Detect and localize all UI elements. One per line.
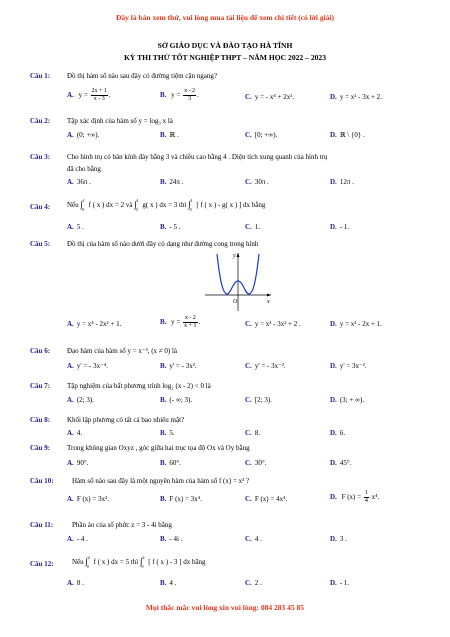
q10-a-text: F (x) = 3x². [76,495,109,503]
denominator: x - 3 [93,96,105,102]
option-letter: A. [67,429,74,437]
question-3-stem: Cho hình trụ có bán kính đáy bằng 3 và chiều cao bằng 4 . Diện tích xung quanh của hình trụ [67,153,328,161]
question-10-stem: Hàm số nào sau đây là một nguyên hàm của hàm số f (x) = x³ ? [72,477,250,485]
q11-b-text: - 4i . [169,535,183,543]
origin-label: O [233,299,238,305]
q5-option-b: B. y = $\frac{x - 2}{x + 1}$ . [160,315,201,329]
q7-a-text: (2; 3). [76,396,94,404]
option-letter: A. [67,495,74,503]
option-letter: D. [330,320,337,328]
q2-b-text: ℝ . [169,131,179,139]
q12-b-text: 4 . [169,579,177,587]
q4-c-text: 1. [254,223,261,231]
numerator: 1 [364,490,368,496]
q4-option-a [67,223,84,231]
department-title: SỞ GIÁO DỤC VÀ ĐÀO TẠO HÀ TĨNH [157,41,293,50]
q10-d-fraction [364,490,369,505]
q9-option-c [245,459,266,467]
question-3-stem-line2: đã cho bằng [67,165,101,173]
q10-b-text: F (x) = 3x⁴. [169,495,202,503]
option-letter: D. [330,131,337,139]
option-letter: B. [160,91,167,100]
q9-b-text: 60°. [169,459,181,467]
q2-option-a [67,131,99,139]
lower-limit: 0 [141,564,144,569]
q8-b-text: 5. [169,429,175,437]
option-letter: C. [245,535,252,543]
q11-a-text: - 4 . [76,535,88,543]
q9-option-b [160,459,181,467]
x-axis-label: x [267,299,270,305]
q12-word-if: Nếu [72,558,84,566]
option-letter: A. [67,131,74,139]
y-axis-label: y [233,253,236,259]
question-12-label: Câu 12: [30,560,54,568]
upper-limit: 1 [82,198,85,203]
q3-option-b [160,178,183,186]
question-11-label: Câu 11: [30,521,54,529]
q10-option-a [67,495,109,503]
option-letter: C. [245,579,252,587]
q5-option-d [330,320,382,328]
option-letter: A. [67,223,74,231]
question-12-stem [72,555,206,569]
q6-a-text: y' = - 3x⁻⁴. [76,362,108,370]
numerator: x - 2 [184,88,196,94]
q3-option-d [330,178,354,186]
q6-c-text: y' = - 3x⁻². [254,362,286,370]
option-letter: B. [160,429,167,437]
question-9-stem: Trong không gian Oxyz , góc giữa hai trục tọa độ Ox và Oy bằng [67,444,250,452]
q2-a-text: (0; +∞). [76,131,100,139]
question-5-stem: Đồ thị của hàm số nào dưới đây có dạng như đường cong trong hình [67,240,259,248]
upper-limit: 2 [87,555,90,560]
q7-b-text: (- ∞; 3). [169,396,193,404]
q8-d-text: 6. [339,429,346,437]
option-letter: B. [160,495,167,503]
option-letter: C. [245,320,252,328]
option-letter: A. [67,362,74,370]
option-letter: D. [330,396,337,404]
q1-a-fraction [91,88,108,103]
option-letter: A. [67,178,74,186]
lower-limit: 0 [86,564,89,569]
q12-c-text: 2 . [254,579,262,587]
q7-option-c [245,396,272,404]
lower-limit: 0 [189,207,192,212]
denominator: 4 [364,498,368,504]
q1-c-text: y = - x⁴ + 2x². [254,93,295,101]
q2-option-b [160,131,179,139]
q5-option-a [67,320,121,328]
q3-a-text: 36π . [76,178,91,186]
option-letter: A. [67,320,74,328]
question-3-label: Câu 3: [30,153,51,161]
upper-limit: 2 [142,555,145,560]
option-letter: D. [330,223,337,231]
question-7-label: Câu 7: [30,382,51,390]
option-letter: A. [67,396,74,404]
option-letter: C. [245,223,252,231]
q12-integral-f: f ( x ) dx = 5 thì [93,558,139,566]
q10-c-text: F (x) = 4x⁴. [254,495,288,503]
option-letter: B. [160,362,167,370]
q2-c-text: [0; +∞). [254,131,278,139]
integral-sign-icon: ∫ [134,199,137,209]
q4-integral-g: g( x ) dx = 3 thì [142,201,187,209]
option-letter: B. [160,396,167,404]
q11-option-d [330,535,347,543]
question-2-stem: Tập xác định của hàm số y = log₃ x là [67,117,173,125]
q3-option-c [245,178,269,186]
q8-c-text: 8. [254,429,261,437]
question-10-label: Câu 10: [30,477,54,485]
denominator: 3 [188,96,192,102]
q5-a-text: y = x⁴ - 2x² + 1. [76,320,122,328]
q1-b-fraction [183,88,196,103]
question-2-label: Câu 2: [30,117,51,125]
quartic-curve-graph [203,251,273,313]
option-letter: D. [330,429,337,437]
q4-option-d [330,223,349,231]
q12-d-text: - 1. [339,579,350,587]
option-letter: B. [160,131,167,139]
q12-option-d [330,579,349,587]
q8-option-a [67,429,82,437]
q7-c-text: [2; 3). [254,396,272,404]
q11-d-text: 3 . [339,535,347,543]
q7-option-a [67,396,94,404]
q10-d-suffix: x⁴. [371,493,380,502]
q3-c-text: 30π . [254,178,269,186]
question-5-label: Câu 5: [30,240,51,248]
q4-integral-diff: [ f ( x ) - g( x ) ] dx bằng [196,201,266,209]
numerator: x - 2 [184,315,196,321]
q8-option-b [160,429,175,437]
q12-option-a [67,579,84,587]
upper-limit: 1 [190,198,193,203]
option-letter: C. [245,459,252,467]
option-letter: B. [160,318,167,327]
lower-limit: 0 [81,207,84,212]
q4-d-text: - 1. [339,223,350,231]
integral-sign-icon: ∫ [188,199,191,209]
denominator: x + 1 [184,323,197,329]
q9-c-text: 30°. [254,459,267,467]
q6-option-a [67,362,108,370]
q1-d-text: y = x² - 3x + 2. [339,93,382,101]
q11-option-a [67,535,88,543]
q4-b-text: - 5 . [169,223,181,231]
q1-option-d [330,93,382,101]
option-letter: A. [67,459,74,467]
q11-c-text: 4 . [254,535,262,543]
option-letter: B. [160,535,167,543]
q7-d-text: (3; + ∞). [339,396,365,404]
q1-b-prefix: y = [171,91,181,100]
option-letter: D. [330,362,337,370]
q4-option-b [160,223,181,231]
exam-title: KỲ THI THỬ TỐT NGHIỆP THPT – NĂM HỌC 2022 – 2023 [123,53,327,62]
preview-notice: Đây là bản xem thử, vui lòng mua tài liệu để xem chi tiết (có lời giải) [115,13,335,22]
question-7-stem: Tập nghiệm của bất phương trình log₂ (x - 2) < 0 là [67,382,211,390]
lower-limit: 0 [135,207,138,212]
q3-d-text: 12π . [339,178,354,186]
x-axis-arrow-icon [267,294,271,297]
question-1-stem: Đồ thị hàm số nào sau đây có đường tiệm cận ngang? [67,72,217,80]
q3-b-text: 24π . [169,178,184,186]
option-letter: A. [67,91,74,100]
q8-option-d [330,429,345,437]
option-letter: D. [330,93,337,101]
integral-sign-icon: ∫ [85,556,88,566]
q5-b-prefix: y = [171,318,181,327]
question-9-label: Câu 9: [30,444,51,452]
q7-option-b [160,396,192,404]
q4-integral-f: f ( x ) dx = 2 và [88,201,133,209]
option-letter: B. [160,459,167,467]
q4-option-c [245,223,260,231]
q10-option-b [160,495,202,503]
option-letter: D. [330,535,337,543]
q5-c-text: y = x³ - 3x² + 2 . [254,320,301,328]
question-4-stem [67,198,266,212]
q8-option-c [245,429,260,437]
q2-option-d [330,131,365,139]
q3-option-a [67,178,91,186]
q1-option-b: B. y = $\frac{x - 2}{3}$ . [160,88,199,102]
option-letter: C. [245,178,252,186]
q9-d-text: 45°. [339,459,352,467]
option-letter: A. [67,579,74,587]
q6-d-text: y' = 3x⁻². [339,362,367,370]
option-letter: D. [330,579,337,587]
option-letter: B. [160,579,167,587]
question-11-stem: Phần ảo của số phức z = 3 - 4i bằng [72,521,172,529]
question-6-label: Câu 6: [30,347,51,355]
q10-option-d [330,490,379,505]
q5-option-c [245,320,301,328]
integral-sign-icon: ∫ [139,556,143,566]
contact-footer: Mọi thắc mắc vui lòng xin vui lòng: 084 283 45 85 [145,603,305,612]
option-letter: A. [67,535,74,543]
q8-a-text: 4. [76,429,83,437]
q10-option-c [245,495,287,503]
option-letter: C. [245,93,252,101]
q6-b-text: y' = - 3x². [169,362,197,370]
q7-option-d [330,396,364,404]
question-1-label: Câu 1: [30,72,51,80]
option-letter: D. [330,493,337,502]
q9-option-a [67,459,88,467]
q5-d-text: y = x² - 2x + 1. [339,320,382,328]
q6-option-c [245,362,286,370]
q5-b-fraction [183,315,197,330]
q12-option-c [245,579,262,587]
question-6-stem: Đạo hàm của hàm số y = x⁻³, (x ≠ 0) là [67,347,178,355]
q2-option-c [245,131,277,139]
q12-a-text: 8 . [76,579,84,587]
q6-option-b [160,362,197,370]
q12-option-b [160,579,176,587]
option-letter: B. [160,178,167,186]
y-axis-arrow-icon [237,253,240,257]
integral-sign-icon: ∫ [80,199,83,209]
option-letter: C. [245,362,252,370]
option-letter: D. [330,459,337,467]
q1-option-a: A. y = $\frac{2x + 1}{x - 3}$ . [67,88,111,102]
option-letter: C. [245,396,252,404]
option-letter: C. [245,429,252,437]
question-4-label: Câu 4: [30,203,51,211]
option-letter: D. [330,178,337,186]
q1-option-c [245,93,294,101]
question-8-label: Câu 8: [30,416,51,424]
option-letter: B. [160,223,167,231]
q9-a-text: 90°. [76,459,89,467]
q4-a-text: 5 . [76,223,84,231]
option-letter: C. [245,495,252,503]
q6-option-d [330,362,367,370]
numerator: 2x + 1 [91,88,107,94]
q10-d-prefix: F (x) = [341,493,362,502]
q11-option-c [245,535,262,543]
upper-limit: 1 [136,198,139,203]
q4-word-if: Nếu [67,201,79,209]
q9-option-d [330,459,351,467]
q11-option-b [160,535,182,543]
option-letter: C. [245,131,252,139]
question-8-stem: Khối lập phương có tất cả bao nhiêu mặt? [67,416,185,424]
q2-d-text: ℝ \ {0} . [339,131,365,139]
q12-integral-expr: [ f ( x ) - 3 ] dx bằng [148,558,206,566]
q1-a-prefix: y = [78,91,88,100]
